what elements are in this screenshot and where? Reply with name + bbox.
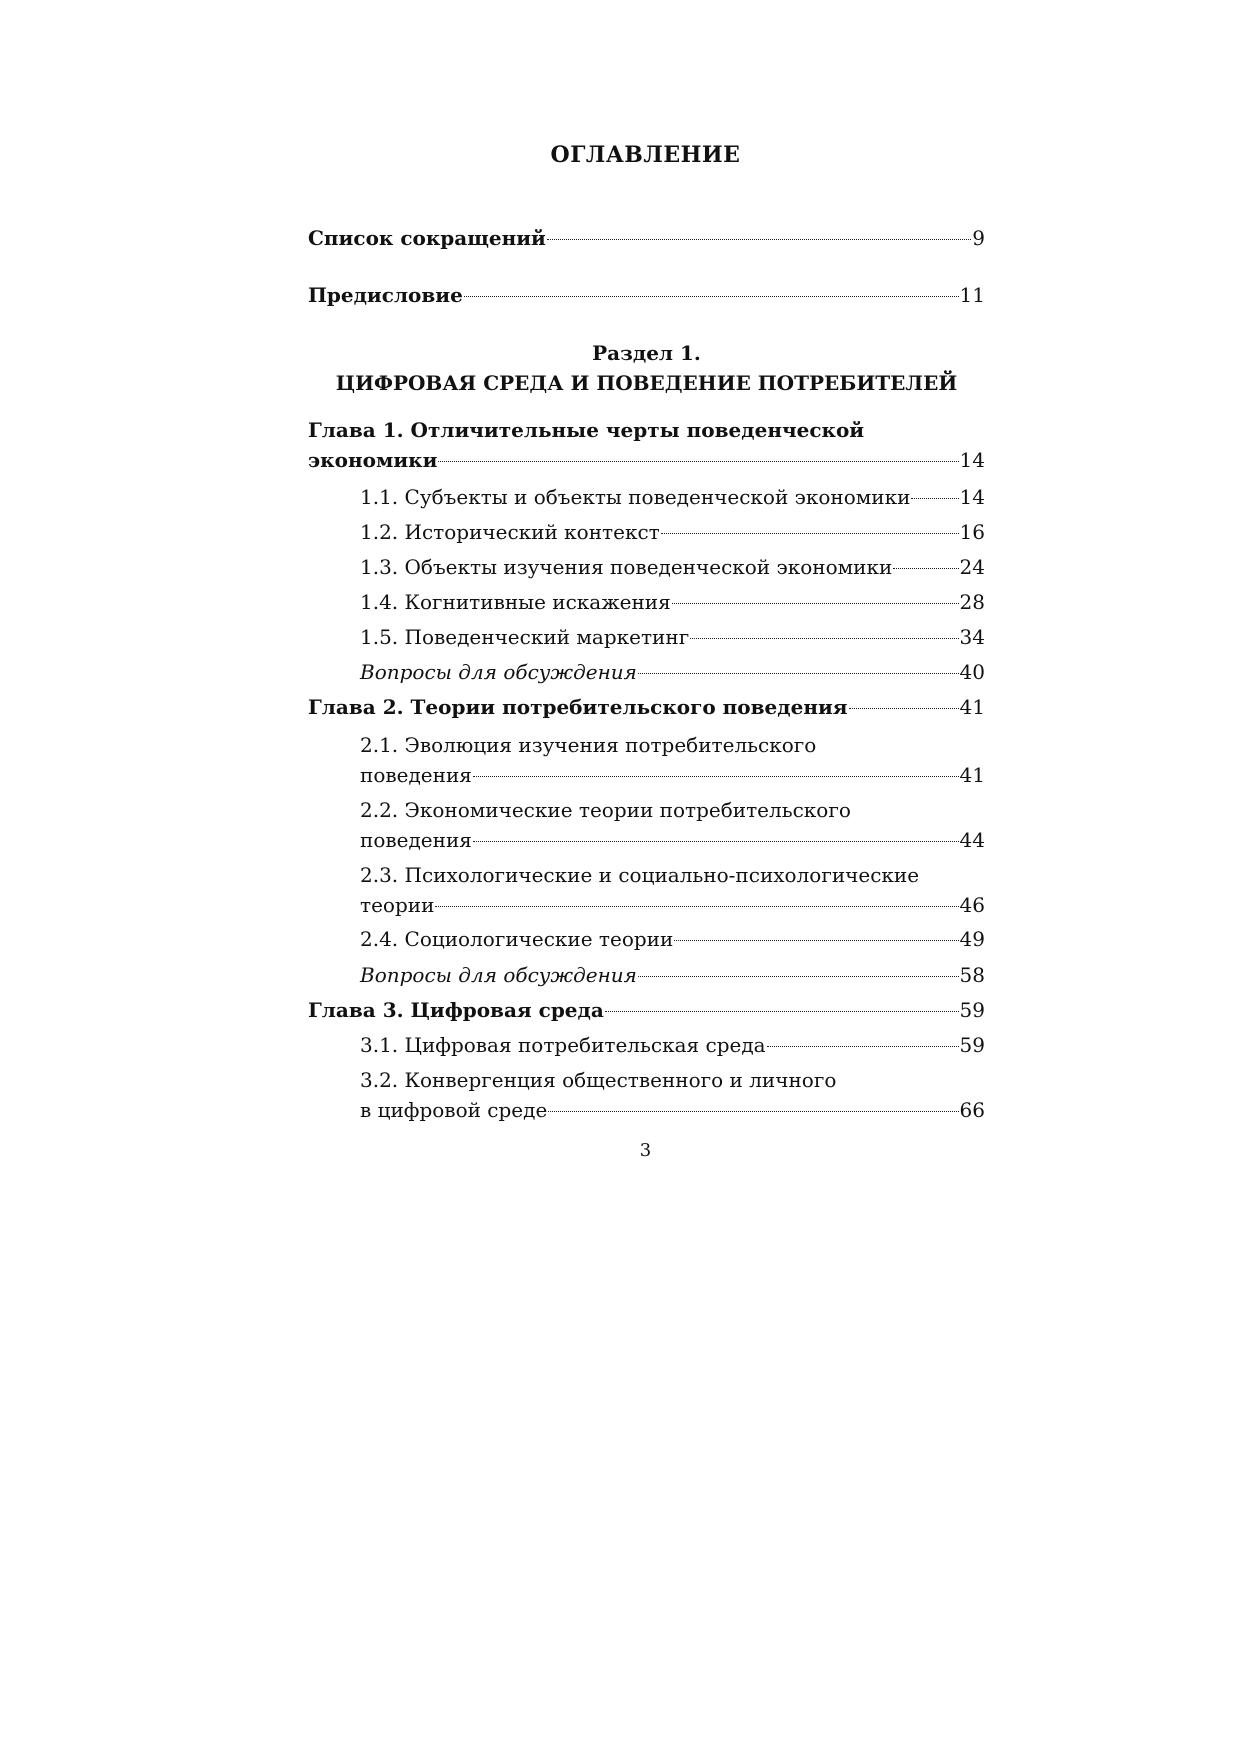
toc-entry-1-4[interactable]	[360, 587, 985, 617]
toc-entry-chapter2[interactable]	[308, 692, 985, 722]
entry-3-2-line1: 3.2. Конвергенция общественного и личного	[360, 1068, 837, 1092]
entry-page: 58	[959, 963, 985, 987]
entry-page: 41	[959, 695, 985, 719]
dot-leader	[435, 906, 958, 907]
entry-page: 34	[959, 625, 985, 649]
entry-2-1-line1: 2.1. Эволюция изучения потребительского	[360, 733, 817, 757]
entry-page: 41	[959, 763, 985, 787]
dot-leader	[548, 1111, 958, 1112]
dot-leader	[674, 940, 958, 941]
toc-entry-2-1[interactable]	[360, 760, 985, 790]
entry-page: 9	[972, 226, 985, 250]
entry-label: 1.4. Когнитивные искажения	[360, 590, 671, 614]
toc-entry-3-1[interactable]	[360, 1030, 985, 1060]
entry-label: 1.3. Объекты изучения поведенческой экономики	[360, 555, 893, 579]
toc-entry-1-1[interactable]	[360, 482, 985, 512]
dot-leader	[767, 1046, 959, 1047]
dot-leader	[911, 498, 958, 499]
chapter1-title-line1: Глава 1. Отличительные черты поведенческой	[308, 418, 865, 442]
dot-leader	[547, 239, 971, 240]
entry-label: 1.5. Поведенческий маркетинг	[360, 625, 690, 649]
entry-label: Вопросы для обсуждения	[360, 660, 637, 684]
entry-page: 28	[959, 590, 985, 614]
toc-entry-chapter1-questions[interactable]	[360, 657, 985, 687]
entry-label: Список сокращений	[308, 226, 546, 250]
toc-entry-2-4[interactable]	[360, 924, 985, 954]
section-heading-number: Раздел 1.	[592, 341, 701, 365]
toc-entry-abbreviations[interactable]	[308, 223, 985, 253]
entry-page: 66	[959, 1098, 985, 1122]
section-heading-title: ЦИФРОВАЯ СРЕДА И ПОВЕДЕНИЕ ПОТРЕБИТЕЛЕЙ	[335, 371, 958, 395]
toc-entry-1-5[interactable]	[360, 622, 985, 652]
entry-label: в цифровой среде	[360, 1098, 548, 1122]
entry-label: 1.1. Субъекты и объекты поведенческой экономики	[360, 485, 911, 509]
entry-page: 44	[959, 828, 985, 852]
entry-label: поведения	[360, 763, 472, 787]
entry-label: Глава 3. Цифровая среда	[308, 998, 604, 1022]
toc-title: ОГЛАВЛЕНИЕ	[550, 142, 741, 168]
entry-page: 59	[959, 1033, 985, 1057]
toc-entry-1-2[interactable]	[360, 517, 985, 547]
entry-label: 1.2. Исторический контекст	[360, 520, 660, 544]
toc-entry-2-2[interactable]	[360, 825, 985, 855]
dot-leader	[605, 1011, 959, 1012]
toc-entry-chapter1[interactable]	[308, 445, 985, 475]
toc-entry-1-3[interactable]	[360, 552, 985, 582]
entry-label: Глава 2. Теории потребительского поведения	[308, 695, 848, 719]
entry-label: 3.1. Цифровая потребительская среда	[360, 1033, 766, 1057]
dot-leader	[638, 976, 959, 977]
dot-leader	[893, 568, 958, 569]
entry-label: теории	[360, 893, 435, 917]
entry-label: поведения	[360, 828, 472, 852]
dot-leader	[661, 533, 959, 534]
entry-2-3-line1: 2.3. Психологические и социально-психологические	[360, 863, 920, 887]
entry-page: 59	[959, 998, 985, 1022]
dot-leader	[473, 841, 959, 842]
entry-page: 46	[959, 893, 985, 917]
toc-entry-chapter3[interactable]	[308, 995, 985, 1025]
toc-entry-preface[interactable]	[308, 280, 985, 310]
entry-page: 14	[959, 448, 985, 472]
entry-label: Вопросы для обсуждения	[360, 963, 637, 987]
entry-page: 40	[959, 660, 985, 684]
toc-entry-3-2[interactable]	[360, 1095, 985, 1125]
entry-label: экономики	[308, 448, 438, 472]
dot-leader	[438, 461, 958, 462]
toc-entry-2-3[interactable]	[360, 890, 985, 920]
entry-page: 49	[959, 927, 985, 951]
entry-page: 16	[959, 520, 985, 544]
dot-leader	[464, 296, 959, 297]
dot-leader	[473, 776, 959, 777]
dot-leader	[849, 708, 959, 709]
dot-leader	[672, 603, 959, 604]
dot-leader	[690, 638, 958, 639]
entry-page: 14	[959, 485, 985, 509]
entry-page: 24	[959, 555, 985, 579]
entry-2-2-line1: 2.2. Экономические теории потребительского	[360, 798, 851, 822]
entry-label: Предисловие	[308, 283, 463, 307]
toc-entry-chapter2-questions[interactable]	[360, 960, 985, 990]
page-number: 3	[639, 1140, 652, 1161]
dot-leader	[638, 673, 959, 674]
entry-label: 2.4. Социологические теории	[360, 927, 674, 951]
entry-page: 11	[959, 283, 985, 307]
